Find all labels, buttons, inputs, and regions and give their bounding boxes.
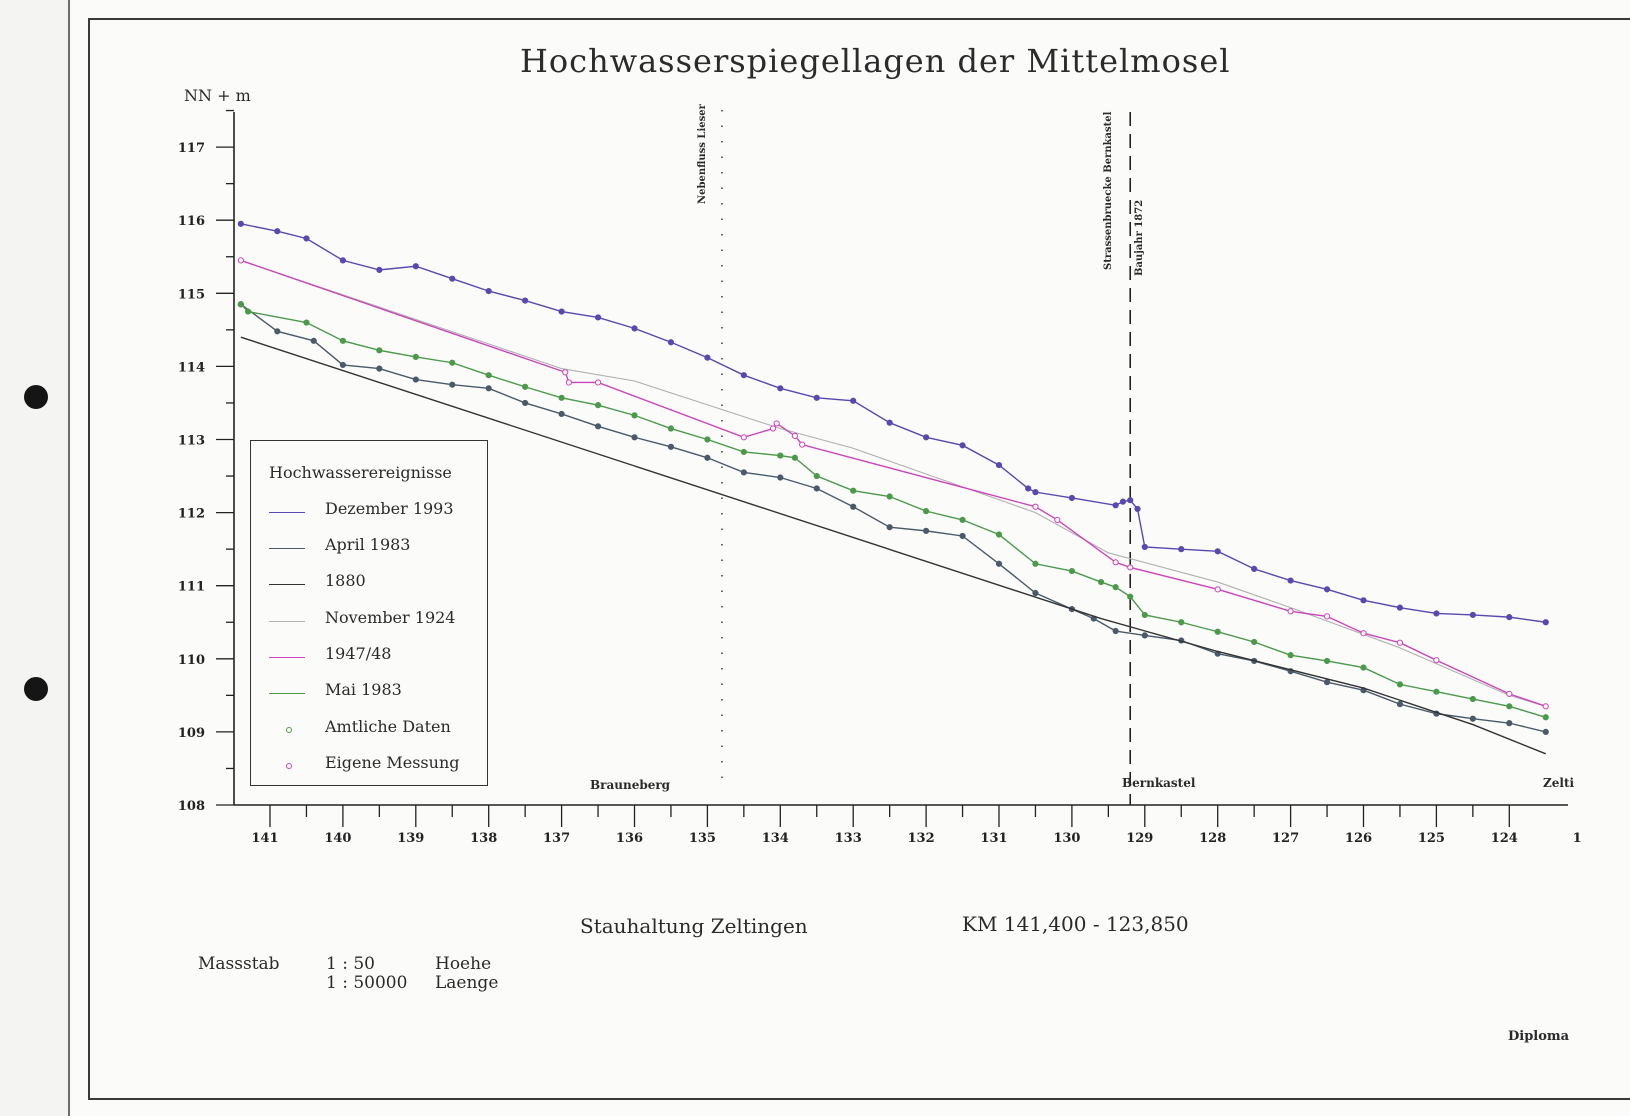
amtliche-daten-point	[1120, 499, 1125, 504]
eigene-messung-point	[1397, 640, 1402, 645]
scale-length-ratio: 1 : 50000	[326, 973, 408, 993]
amtliche-daten-point	[311, 338, 316, 343]
amtliche-daten-point	[778, 475, 783, 480]
legend-label: Amtliche Daten	[325, 717, 451, 736]
amtliche-daten-point	[246, 309, 251, 314]
amtliche-daten-point	[632, 435, 637, 440]
amtliche-daten-point	[1470, 716, 1475, 721]
amtliche-daten-point	[1507, 615, 1512, 620]
place-label-brauneberg: Brauneberg	[590, 778, 671, 792]
amtliche-daten-point	[595, 424, 600, 429]
amtliche-daten-point	[778, 453, 783, 458]
amtliche-daten-point	[1113, 628, 1118, 633]
amtliche-daten-point	[559, 395, 564, 400]
scale-label: Massstab	[198, 954, 280, 974]
legend-swatch	[269, 621, 305, 622]
amtliche-daten-point	[595, 403, 600, 408]
y-tick-label: 108	[177, 799, 205, 814]
amtliche-daten-point	[1135, 506, 1140, 511]
amtliche-daten-point	[523, 384, 528, 389]
x-tick-label: 126	[1344, 831, 1373, 846]
amtliche-daten-point	[705, 355, 710, 360]
amtliche-daten-point	[1033, 590, 1038, 595]
x-tick-label: 131	[980, 831, 1008, 846]
amtliche-daten-point	[1470, 612, 1475, 617]
amtliche-daten-point	[559, 411, 564, 416]
amtliche-daten-point	[1215, 549, 1220, 554]
amtliche-daten-point	[851, 398, 856, 403]
eigene-messung-point	[800, 442, 805, 447]
legend-label: 1947/48	[325, 644, 392, 663]
legend-label: April 1983	[325, 535, 411, 554]
amtliche-daten-point	[960, 517, 965, 522]
amtliche-daten-point	[1361, 665, 1366, 670]
amtliche-daten-point	[1033, 490, 1038, 495]
footer-note: Diploma	[1508, 1029, 1570, 1044]
legend-swatch	[269, 584, 305, 585]
amtliche-daten-point	[1288, 578, 1293, 583]
eigene-messung-point	[1033, 504, 1038, 509]
legend	[250, 440, 488, 786]
amtliche-daten-point	[1142, 544, 1147, 549]
km-range-label: KM 141,400 - 123,850	[962, 912, 1189, 936]
amtliche-daten-point	[304, 320, 309, 325]
amtliche-daten-point	[377, 366, 382, 371]
amtliche-daten-point	[996, 462, 1001, 467]
amtliche-daten-point	[1215, 629, 1220, 634]
eigene-messung-point	[566, 380, 571, 385]
x-tick-label: 129	[1126, 831, 1154, 846]
amtliche-daten-point	[632, 326, 637, 331]
amtliche-daten-point	[486, 386, 491, 391]
amtliche-daten-point	[340, 362, 345, 367]
eigene-messung-point	[1361, 631, 1366, 636]
amtliche-daten-point	[1288, 653, 1293, 658]
amtliche-daten-point	[450, 382, 455, 387]
amtliche-daten-point	[523, 298, 528, 303]
amtliche-daten-point	[559, 309, 564, 314]
amtliche-daten-point	[1361, 598, 1366, 603]
amtliche-daten-point	[1026, 486, 1031, 491]
y-tick-label: 109	[177, 725, 205, 741]
eigene-messung-point	[563, 370, 568, 375]
x-axis-label: Stauhaltung Zeltingen	[580, 914, 808, 938]
amtliche-daten-point	[668, 340, 673, 345]
amtliche-daten-point	[814, 395, 819, 400]
legend-swatch	[269, 548, 305, 549]
amtliche-daten-point	[377, 267, 382, 272]
amtliche-daten-point	[377, 348, 382, 353]
eigene-messung-point	[770, 426, 775, 431]
x-tick-label: 124	[1490, 831, 1518, 846]
amtliche-daten-point	[1179, 620, 1184, 625]
amtliche-daten-point	[1470, 696, 1475, 701]
amtliche-daten-point	[1543, 715, 1548, 720]
amtliche-daten-point	[741, 373, 746, 378]
amtliche-daten-point	[996, 561, 1001, 566]
y-tick-label: 114	[177, 360, 205, 376]
x-tick-label: 135	[688, 831, 716, 846]
amtliche-daten-point	[1507, 704, 1512, 709]
x-tick-label: 128	[1199, 831, 1227, 846]
bridge-year-label: Baujahr 1872	[1134, 199, 1145, 276]
eigene-messung-point	[1507, 691, 1512, 696]
amtliche-daten-point	[450, 360, 455, 365]
amtliche-daten-point	[851, 504, 856, 509]
amtliche-daten-point	[1033, 561, 1038, 566]
amtliche-daten-point	[1543, 729, 1548, 734]
amtliche-daten-point	[632, 413, 637, 418]
place-label-zeltingen: Zelti	[1543, 776, 1575, 790]
amtliche-daten-point	[887, 494, 892, 499]
amtliche-daten-point	[450, 276, 455, 281]
amtliche-daten-point	[238, 221, 243, 226]
amtliche-daten-point	[924, 509, 929, 514]
amtliche-daten-point	[1324, 587, 1329, 592]
y-tick-label: 112	[177, 506, 205, 522]
amtliche-daten-point	[1397, 605, 1402, 610]
amtliche-daten-point	[851, 488, 856, 493]
y-tick-label: 113	[177, 433, 205, 449]
legend-swatch	[269, 512, 305, 513]
scale-height-label: Hoehe	[435, 954, 492, 974]
amtliche-daten-point	[413, 377, 418, 382]
eigene-messung-point	[741, 435, 746, 440]
scale-height-ratio: 1 : 50	[326, 954, 375, 974]
y-tick-label: 116	[177, 214, 205, 230]
amtliche-daten-point	[814, 486, 819, 491]
amtliche-daten-point	[668, 426, 673, 431]
amtliche-daten-point	[304, 236, 309, 241]
eigene-messung-point	[1113, 560, 1118, 565]
amtliche-daten-point	[887, 420, 892, 425]
amtliche-daten-point	[960, 533, 965, 538]
amtliche-daten-point	[1434, 611, 1439, 616]
legend-label: Dezember 1993	[325, 499, 454, 518]
amtliche-daten-point	[705, 437, 710, 442]
legend-marker	[286, 727, 292, 733]
amtliche-daten-point	[1507, 721, 1512, 726]
amtliche-daten-point	[741, 470, 746, 475]
eigene-messung-point	[1543, 704, 1548, 709]
amtliche-daten-point	[1128, 594, 1133, 599]
amtliche-daten-point	[595, 315, 600, 320]
eigene-messung-point	[1055, 517, 1060, 522]
amtliche-daten-point	[924, 435, 929, 440]
amtliche-daten-point	[486, 289, 491, 294]
amtliche-daten-point	[1142, 612, 1147, 617]
amtliche-daten-point	[1434, 689, 1439, 694]
eigene-messung-point	[1324, 614, 1329, 619]
x-tick-label: 136	[615, 831, 644, 846]
eigene-messung-point	[238, 258, 243, 263]
x-tick-label: 140	[324, 831, 352, 846]
amtliche-daten-point	[705, 455, 710, 460]
legend-label: 1880	[325, 571, 366, 590]
amtliche-daten-point	[1252, 566, 1257, 571]
x-tick-label: 127	[1272, 831, 1300, 846]
eigene-messung-point	[792, 433, 797, 438]
x-tick-label: 137	[543, 831, 571, 846]
x-tick-label: 130	[1053, 831, 1081, 846]
legend-label: Eigene Messung	[325, 753, 460, 772]
amtliche-daten-point	[924, 528, 929, 533]
amtliche-daten-point	[996, 532, 1001, 537]
amtliche-daten-point	[1179, 547, 1184, 552]
amtliche-daten-point	[1324, 658, 1329, 663]
amtliche-daten-point	[1069, 495, 1074, 500]
amtliche-daten-point	[486, 373, 491, 378]
amtliche-daten-point	[1142, 633, 1147, 638]
legend-swatch	[269, 693, 305, 694]
amtliche-daten-point	[413, 264, 418, 269]
eigene-messung-point	[774, 421, 779, 426]
x-tick-label: 1	[1572, 831, 1582, 846]
eigene-messung-point	[1128, 565, 1133, 570]
y-tick-label: 117	[177, 141, 205, 157]
amtliche-daten-point	[1098, 579, 1103, 584]
amtliche-daten-point	[1128, 498, 1133, 503]
amtliche-daten-point	[1543, 620, 1548, 625]
tributary-label: Nebenfluss Lieser	[697, 104, 708, 204]
legend-title: Hochwasserereignisse	[269, 463, 452, 482]
amtliche-daten-point	[413, 354, 418, 359]
amtliche-daten-point	[275, 229, 280, 234]
legend-swatch	[269, 657, 305, 658]
x-tick-label: 138	[470, 831, 498, 846]
amtliche-daten-point	[340, 258, 345, 263]
amtliche-daten-point	[275, 329, 280, 334]
x-tick-label: 132	[907, 831, 935, 846]
amtliche-daten-point	[523, 400, 528, 405]
amtliche-daten-point	[1252, 639, 1257, 644]
amtliche-daten-point	[1324, 680, 1329, 685]
scale-length-label: Laenge	[435, 973, 499, 993]
y-tick-label: 110	[177, 652, 205, 668]
x-tick-label: 134	[761, 831, 789, 846]
amtliche-daten-point	[340, 338, 345, 343]
x-tick-label: 141	[251, 831, 279, 846]
amtliche-daten-point	[887, 525, 892, 530]
x-tick-label: 133	[834, 831, 862, 846]
amtliche-daten-point	[960, 443, 965, 448]
amtliche-daten-point	[741, 449, 746, 454]
eigene-messung-point	[595, 380, 600, 385]
y-axis-unit-label: NN + m	[184, 86, 251, 105]
legend-marker	[286, 763, 292, 769]
amtliche-daten-point	[668, 444, 673, 449]
amtliche-daten-point	[238, 302, 243, 307]
amtliche-daten-point	[1397, 682, 1402, 687]
legend-label: Mai 1983	[325, 680, 402, 699]
chart-title: Hochwasserspiegellagen der Mittelmosel	[520, 42, 1231, 80]
y-tick-label: 111	[177, 579, 205, 595]
eigene-messung-point	[1215, 587, 1220, 592]
eigene-messung-point	[1434, 658, 1439, 663]
x-tick-label: 139	[397, 831, 425, 846]
amtliche-daten-point	[792, 455, 797, 460]
y-tick-label: 115	[177, 287, 205, 303]
amtliche-daten-point	[1397, 702, 1402, 707]
amtliche-daten-point	[1069, 568, 1074, 573]
amtliche-daten-point	[1113, 503, 1118, 508]
place-label-bernkastel: Bernkastel	[1122, 776, 1196, 790]
eigene-messung-point	[1288, 609, 1293, 614]
amtliche-daten-point	[814, 473, 819, 478]
bridge-label: Strassenbruecke Bernkastel	[1103, 111, 1114, 270]
amtliche-daten-point	[778, 386, 783, 391]
legend-label: November 1924	[325, 608, 456, 627]
x-tick-label: 125	[1417, 831, 1445, 846]
amtliche-daten-point	[1113, 585, 1118, 590]
